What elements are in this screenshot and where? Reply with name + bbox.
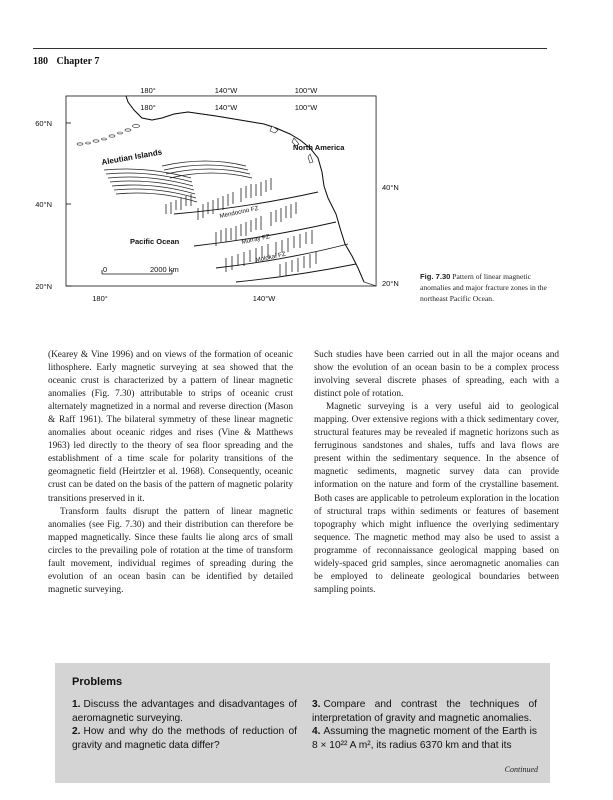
caption-text: Pattern of linear magnetic anomalies and major fracture zones in the northeast Pacific Ocean.	[420, 272, 547, 303]
lat-label-20n-right: 20°N	[382, 279, 399, 288]
lon-label-140w-bottom: 140°W	[252, 294, 276, 303]
label-top-140w: 140°W	[214, 86, 238, 95]
label-top-100w: 100°W	[294, 86, 318, 95]
problem-item	[72, 698, 297, 725]
problem-number: 1.	[72, 699, 81, 710]
label-molokai-fz: Molokai FZ	[254, 250, 287, 264]
problem-number: 4.	[312, 726, 321, 737]
continued-note: Continued	[504, 765, 538, 774]
problem-item	[312, 725, 537, 752]
scale-end: 2000 km	[150, 265, 179, 274]
problem-text: Assuming the magnetic moment of the Earth is 8 × 10²² A m², its radius 6370 km and that its	[312, 726, 537, 751]
problems-column-right	[312, 698, 537, 752]
label-aleutian-islands: Aleutian Islands	[100, 147, 163, 167]
body-column-right	[314, 349, 559, 597]
body-paragraph: Magnetic surveying is a very useful aid to geological mapping. Over extensive regions with a thick sedimentary cover, structural features may be revealed if magnetic horizons such as ferruginous sandstones and shales, tuffs and lava flows are present within the sedimentary sequence. In the absence of magnetic sediments, magnetic survey data can provide information on the nature and form of the crystalline basement. Both cases are applicable to petroleum exploration in the location of structural traps within sediments or features of basement topography which might influence the overlying sedimentary sequence. The magnetic method may also be used to assist a programme of reconnaissance geological mapping based on widely-spaced grid samples, since aeromagnetic anomalies can be employed to delineate geological boundaries between sampling points.	[314, 402, 559, 595]
problem-text: Compare and contrast the techniques of interpretation of gravity and magnetic anomalies.	[312, 699, 537, 724]
problems-box	[55, 663, 550, 783]
lat-label-20n-left: 20°N	[35, 282, 52, 291]
problem-item	[312, 698, 537, 725]
chapter-title: Chapter 7	[56, 56, 100, 67]
body-column-left	[48, 349, 293, 597]
problem-text: Discuss the advantages and disadvantages of aeromagnetic surveying.	[72, 699, 297, 724]
label-north-america: North America	[293, 143, 345, 152]
lon-label-180-top: 180°	[140, 103, 156, 112]
label-mendocino-fz: Mendocino FZ	[218, 204, 260, 220]
figure-caption	[420, 271, 555, 304]
body-paragraph: (Kearey & Vine 1996) and on views of the formation of oceanic lithosphere. Early magnetic surveying at sea showed that the oceanic crust is characterized by a pattern of linear magnetic anomalies (Fig. 7.30) attributable to strips of oceanic crust alternately magnetized in a normal and reverse direction (Mason & Raff 1961). The bilateral symmetry of these linear magnetic anomalies about oceanic ridges and rises (Vine & Matthews 1963) led directly to the theory of sea floor spreading and the establishment of a time scale for polarity transitions of the geomagnetic field (Heirtzler et al. 1968). Consequently, oceanic crust can be dated on the basis of the pattern of magnetic polarity transitions preserved in it.	[48, 350, 293, 504]
problem-text: How and why do the methods of reduction of gravity and magnetic data differ?	[72, 726, 297, 751]
lon-label-180-bottom: 180°	[92, 294, 108, 303]
problem-item	[72, 725, 297, 752]
caption-label: Fig. 7.30	[420, 272, 451, 281]
lon-label-140w-top: 140°W	[214, 103, 238, 112]
problems-column-left	[72, 698, 297, 752]
label-pacific-ocean: Pacific Ocean	[130, 237, 180, 246]
lat-label-40n-right: 40°N	[382, 183, 399, 192]
body-paragraph: Transform faults disrupt the pattern of linear magnetic anomalies (see Fig. 7.30) and their distribution can therefore be mapped magnetically. Since these faults lie along arcs of small circles to the prevailing pole of rotation at the time of transform fault movement, individual regimes of spreading during the evolution of an ocean basin can be identified by detailed magnetic surveying.	[48, 506, 293, 595]
problems-title: Problems	[72, 676, 123, 688]
label-murray-fz: Murray FZ	[240, 233, 271, 246]
scale-zero: 0	[103, 265, 108, 274]
problem-number: 2.	[72, 726, 81, 737]
lat-label-40n-left: 40°N	[35, 200, 52, 209]
page-number: 180	[33, 56, 48, 67]
lon-label-100w-top: 100°W	[294, 103, 318, 112]
label-top-180: 180°	[140, 86, 156, 95]
lat-label-60n: 60°N	[35, 119, 52, 128]
body-paragraph: Such studies have been carried out in all the major oceans and show the evolution of an ocean basin to be a complex process involving several discrete phases of spreading, each with a distinct pole of rotation.	[314, 350, 559, 400]
problem-number: 3.	[312, 699, 321, 710]
